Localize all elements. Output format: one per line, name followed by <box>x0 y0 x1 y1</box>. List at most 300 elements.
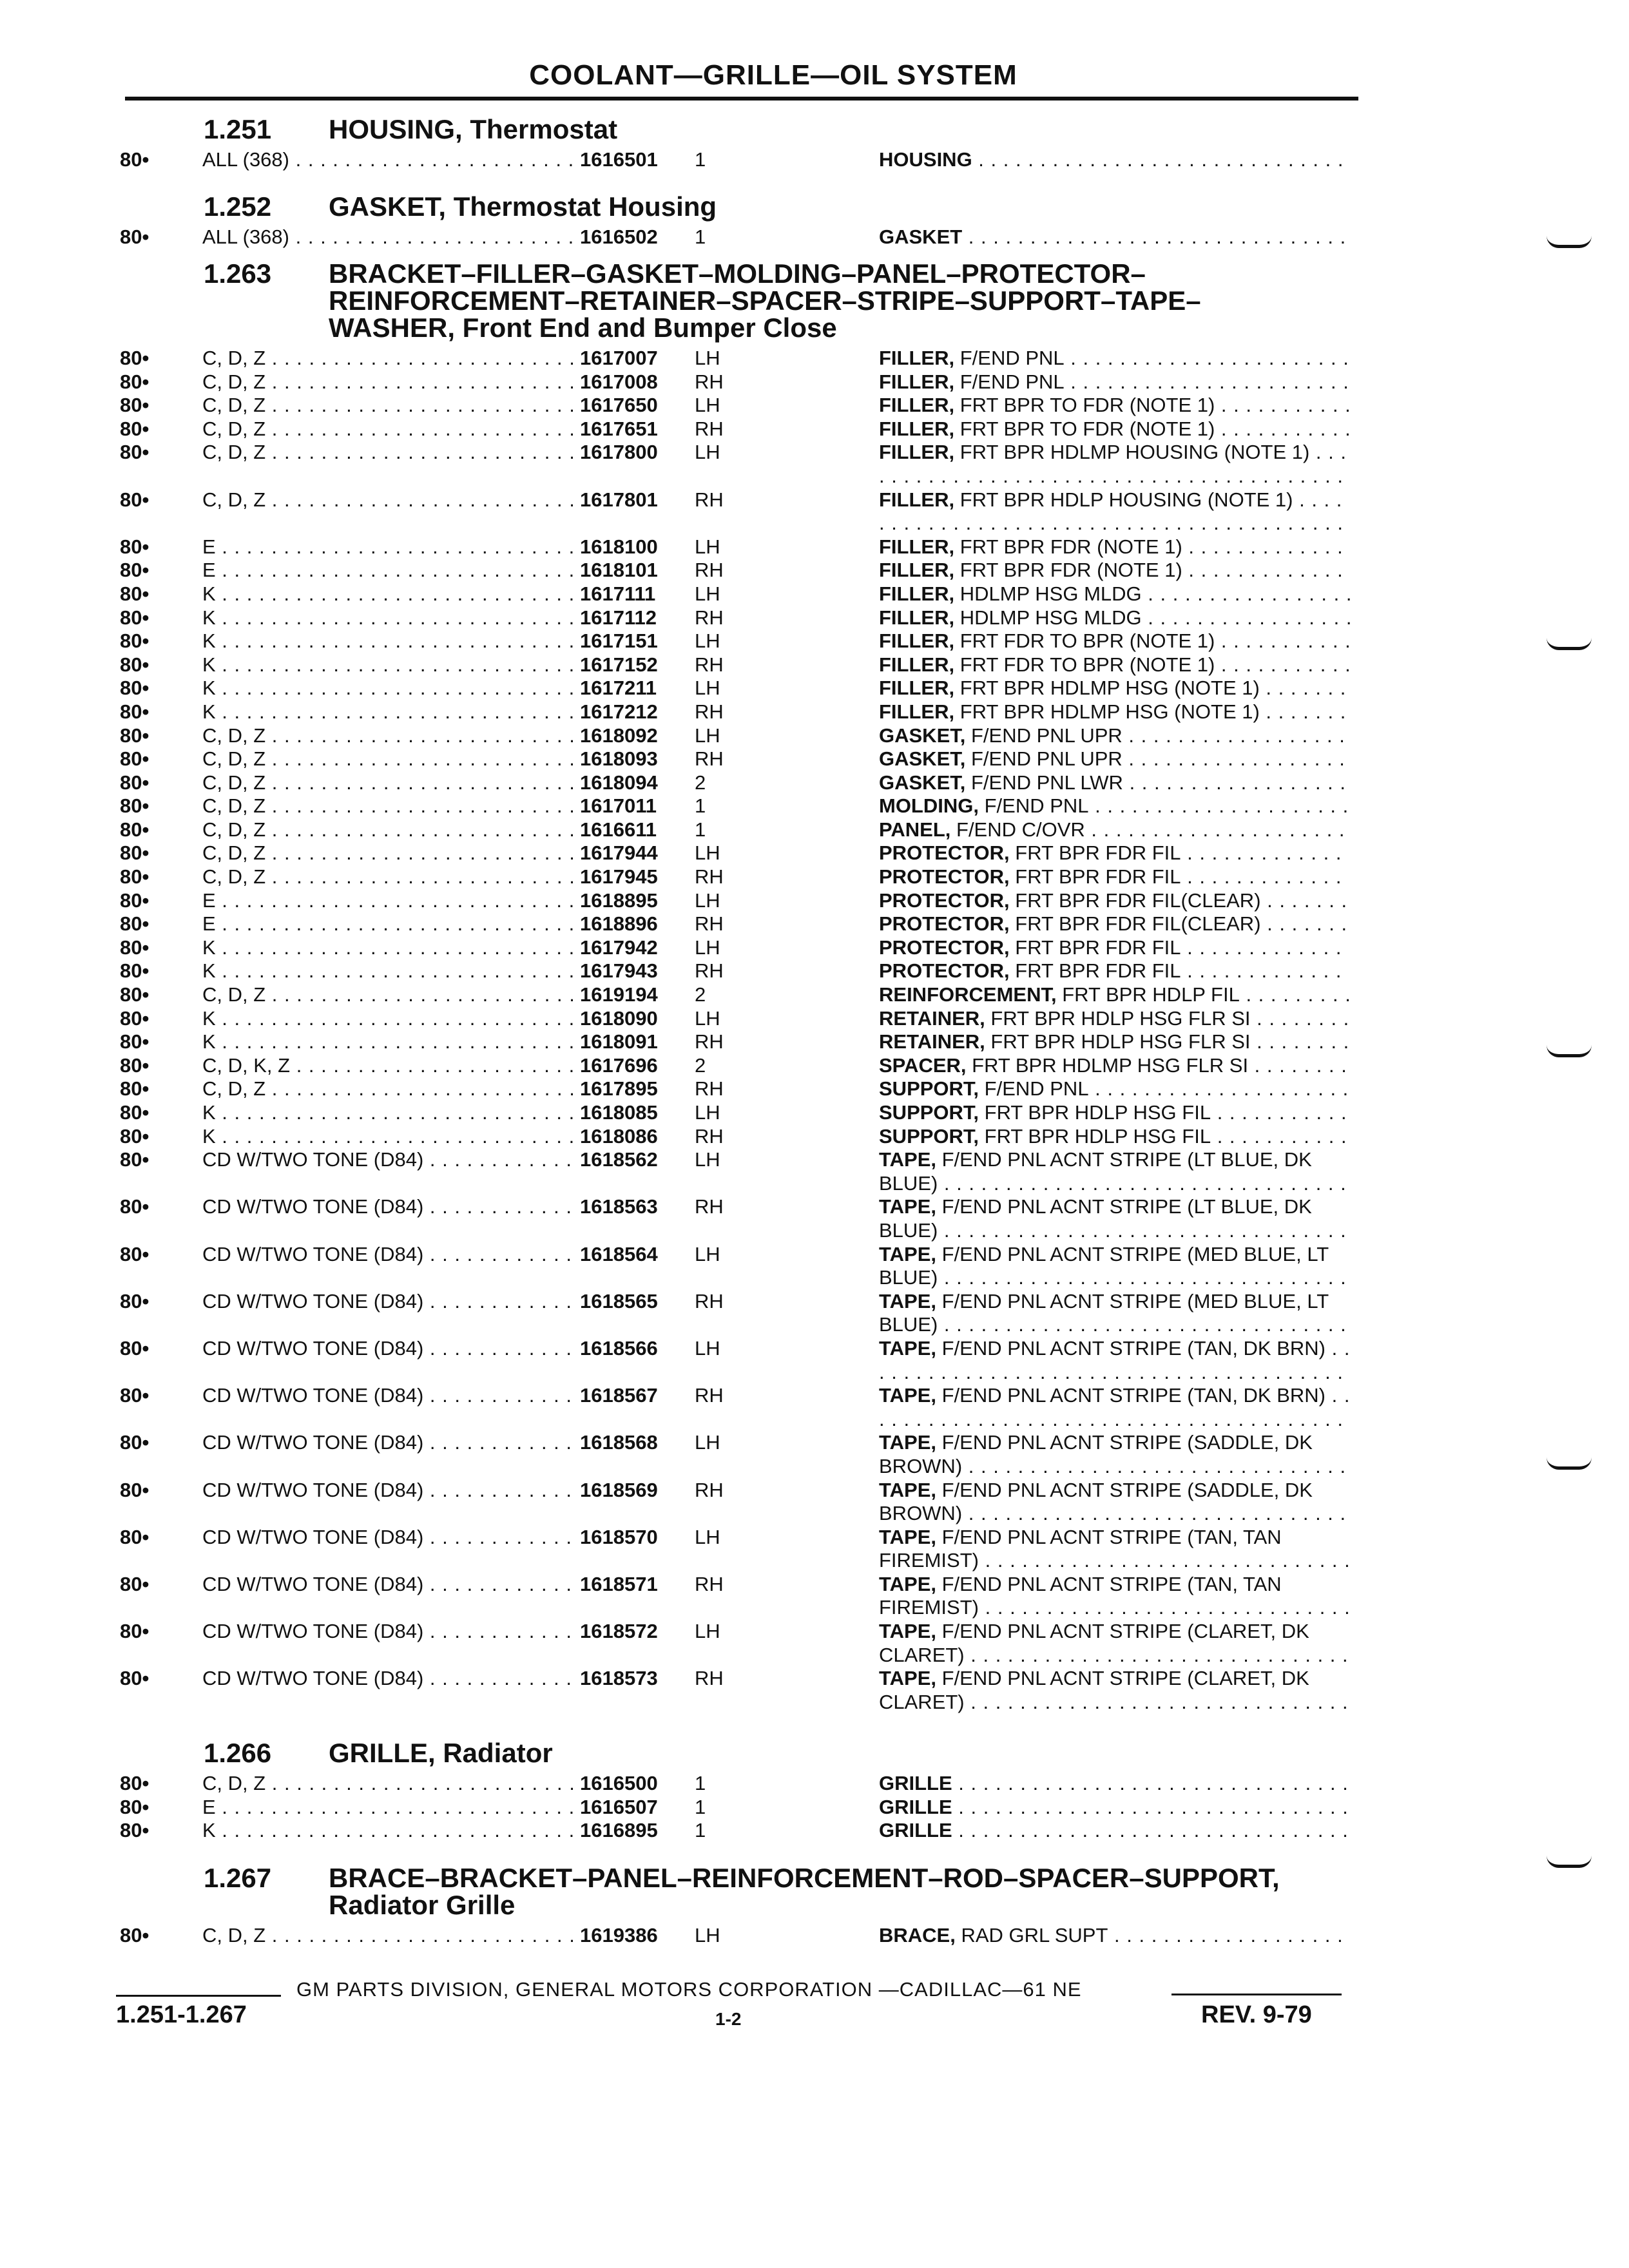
description <box>879 1054 1353 1078</box>
description <box>879 1101 1353 1125</box>
description <box>879 148 1353 172</box>
section-number: 1.266 <box>204 1738 272 1768</box>
description-detail: F/END PNL <box>954 347 1065 369</box>
description-noun: TAPE, <box>879 1148 936 1171</box>
description-text <box>879 226 1353 249</box>
model-year: 80• <box>120 936 149 959</box>
binding-mark <box>1547 1045 1592 1057</box>
description-text <box>879 889 1353 913</box>
model-year: 80• <box>120 1336 149 1360</box>
model-code: K . . . <box>202 1125 657 1148</box>
description-noun: FILLER, <box>879 559 955 582</box>
description <box>879 1573 1353 1620</box>
section-heading <box>116 193 1366 220</box>
model-year: 80• <box>120 559 149 582</box>
model-year: 80• <box>120 794 149 818</box>
part-row <box>116 629 1366 653</box>
model-code: C, D, Z . . . <box>202 441 657 464</box>
description <box>879 771 1353 795</box>
description <box>879 1290 1353 1337</box>
section-title: HOUSING, Thermostat <box>329 114 618 144</box>
quantity: LH <box>695 1006 720 1030</box>
description-text <box>879 653 1353 677</box>
quantity: RH <box>695 1667 724 1690</box>
model-year: 80• <box>120 865 149 889</box>
description <box>879 794 1353 818</box>
description-text <box>879 747 1353 771</box>
part-number: 1618101 <box>575 559 658 582</box>
model-code: K . . . <box>202 653 657 677</box>
model-year: 80• <box>120 582 149 605</box>
part-row <box>116 1125 1366 1149</box>
description-text <box>879 441 1353 488</box>
part-row <box>116 1030 1366 1054</box>
model-code: C, D, Z . . . <box>202 818 657 841</box>
part-row <box>116 1337 1366 1384</box>
footer-section-range: 1.251-1.267 <box>116 2001 247 2028</box>
part-number: 1618563 <box>575 1195 658 1218</box>
description-noun: PANEL, <box>879 818 951 841</box>
description-noun: FILLER, <box>879 700 955 723</box>
description <box>879 370 1353 394</box>
quantity: RH <box>695 1077 724 1100</box>
description-noun: FILLER, <box>879 582 955 605</box>
part-number: 1616500 <box>575 1772 658 1795</box>
model-code: K . . . <box>202 606 657 629</box>
description-text <box>879 347 1353 370</box>
description <box>879 1125 1353 1149</box>
description-noun: PROTECTOR, <box>879 865 1010 889</box>
quantity: RH <box>695 1124 724 1148</box>
section-heading <box>116 1865 1366 1919</box>
description-detail: F/END PNL <box>979 794 1089 818</box>
model-code: K . . . <box>202 1101 657 1124</box>
description-noun: PROTECTOR, <box>879 889 1010 912</box>
model-year: 80• <box>120 1525 149 1548</box>
description-detail: F/END PNL ACNT STRIPE (MED BLUE, LT BLUE) <box>879 1242 1329 1289</box>
description-noun: GASKET, <box>879 724 966 747</box>
part-row <box>116 347 1366 370</box>
description-text <box>879 1125 1353 1149</box>
part-number: 1617800 <box>575 441 658 464</box>
description-noun: FILLER, <box>879 677 955 700</box>
part-number: 1617151 <box>575 629 658 653</box>
part-row <box>116 148 1366 172</box>
description-text <box>879 582 1353 606</box>
part-row <box>116 747 1366 771</box>
description-text <box>879 794 1353 818</box>
part-row <box>116 724 1366 748</box>
model-year: 80• <box>120 226 149 248</box>
model-code: K . . . <box>202 936 657 959</box>
quantity: RH <box>695 1195 724 1218</box>
description-detail: FRT FDR TO BPR (NOTE 1) <box>954 629 1215 653</box>
model-code: C, D, Z . . . <box>202 1924 657 1947</box>
part-row <box>116 841 1366 865</box>
model-code: E . . . <box>202 535 657 559</box>
section-title: BRACKET–FILLER–GASKET–MOLDING–PANEL–PROTECTOR– REINFORCEMENT–RETAINER–SPACER–STRIPE–SUPPORT–TAPE– WASHER, Front End and Bumper Close <box>329 258 1201 343</box>
part-row <box>116 226 1366 249</box>
description-noun: FILLER, <box>879 606 955 629</box>
description-noun: RETAINER, <box>879 1006 985 1030</box>
part-number: 1617651 <box>575 418 658 441</box>
description-detail: FRT BPR FDR FIL <box>1009 959 1181 983</box>
footer-rule-left <box>116 1995 281 1997</box>
model-year: 80• <box>120 771 149 794</box>
description-detail: F/END PNL <box>954 370 1065 393</box>
footer-page-number: 1-2 <box>715 2009 742 2029</box>
description-text <box>879 983 1353 1007</box>
model-code: CD W/TWO TONE (D84) . . . <box>202 1148 657 1171</box>
part-row <box>116 535 1366 559</box>
description-detail: FRT BPR FDR FIL(CLEAR) <box>1009 889 1261 912</box>
description-detail: FRT BPR HDLP HSG FIL <box>979 1101 1211 1124</box>
part-row <box>116 1077 1366 1101</box>
description-noun: BRACE, <box>879 1924 956 1946</box>
description <box>879 1667 1353 1714</box>
part-row <box>116 936 1366 960</box>
quantity: RH <box>695 559 724 582</box>
description <box>879 1479 1353 1526</box>
description-detail: F/END PNL ACNT STRIPE (SADDLE, DK BROWN) <box>879 1478 1313 1525</box>
quantity: RH <box>695 417 724 440</box>
description <box>879 1243 1353 1290</box>
part-row <box>116 1148 1366 1195</box>
description-detail: F/END PNL ACNT STRIPE (CLARET, DK CLARET) <box>879 1620 1309 1666</box>
part-number: 1618568 <box>575 1431 658 1454</box>
model-year: 80• <box>120 535 149 558</box>
part-number: 1618895 <box>575 889 658 912</box>
model-code: ALL (368) . . . <box>202 148 657 171</box>
description-noun: GASKET, <box>879 771 966 794</box>
part-number: 1618092 <box>575 724 658 747</box>
part-row <box>116 1054 1366 1078</box>
description-detail: FRT BPR FDR (NOTE 1) <box>954 535 1182 558</box>
description <box>879 1431 1353 1478</box>
quantity: 2 <box>695 983 706 1006</box>
model-code: E . . . <box>202 889 657 912</box>
quantity: LH <box>695 441 720 464</box>
description <box>879 959 1353 983</box>
description-detail: FRT BPR HDLMP HSG FLR SI <box>966 1053 1249 1077</box>
description <box>879 1195 1353 1242</box>
part-row <box>116 1620 1366 1667</box>
model-year: 80• <box>120 488 149 511</box>
model-year: 80• <box>120 1289 149 1312</box>
section-number: 1.263 <box>204 258 272 289</box>
section-title: GASKET, Thermostat Housing <box>329 191 717 222</box>
description <box>879 747 1353 771</box>
description-noun: GRILLE <box>879 1772 952 1794</box>
part-row <box>116 1007 1366 1031</box>
footer-rule-right <box>1171 1994 1342 1995</box>
part-number: 1617944 <box>575 841 658 865</box>
quantity: 2 <box>695 771 706 794</box>
model-code: E . . . <box>202 1796 657 1819</box>
description-text <box>879 1054 1353 1078</box>
description <box>879 535 1353 559</box>
description-text <box>879 912 1353 936</box>
part-row <box>116 418 1366 441</box>
description <box>879 1384 1353 1431</box>
model-year: 80• <box>120 1195 149 1218</box>
description-noun: GASKET <box>879 226 963 248</box>
description-detail: FRT BPR HDLMP HSG (NOTE 1) <box>954 677 1260 700</box>
description-text <box>879 865 1353 889</box>
part-number: 1618090 <box>575 1007 658 1030</box>
part-number: 1617945 <box>575 865 658 889</box>
part-number: 1617008 <box>575 370 658 394</box>
header-rule <box>125 97 1358 101</box>
model-year: 80• <box>120 959 149 983</box>
model-code: CD W/TWO TONE (D84) . . . <box>202 1337 657 1360</box>
part-number: 1617895 <box>575 1077 658 1100</box>
model-code: K . . . <box>202 700 657 724</box>
description-noun: TAPE, <box>879 1242 936 1265</box>
quantity: LH <box>695 677 720 700</box>
part-number: 1618085 <box>575 1101 658 1124</box>
description-detail: FRT FDR TO BPR (NOTE 1) <box>954 653 1215 676</box>
section-1-251 <box>116 116 1366 172</box>
description-noun: TAPE, <box>879 1289 936 1312</box>
description-noun: SUPPORT, <box>879 1124 979 1148</box>
description-detail: F/END PNL ACNT STRIPE (TAN, TAN FIREMIST) <box>879 1572 1282 1619</box>
part-row <box>116 865 1366 889</box>
description <box>879 912 1353 936</box>
model-code: C, D, Z . . . <box>202 865 657 889</box>
description-text <box>879 394 1353 418</box>
description-text <box>879 936 1353 960</box>
section-number: 1.251 <box>204 114 272 144</box>
quantity: 1 <box>695 818 706 841</box>
description-text <box>879 841 1353 865</box>
model-year: 80• <box>120 1030 149 1053</box>
binding-mark <box>1547 236 1592 248</box>
description-noun: HOUSING <box>879 148 972 171</box>
description-detail: HDLMP HSG MLDG <box>954 606 1142 629</box>
description-text <box>879 1924 1353 1948</box>
quantity: 1 <box>695 1772 706 1794</box>
description-text <box>879 724 1353 748</box>
description-text <box>879 1101 1353 1125</box>
part-row <box>116 559 1366 582</box>
description <box>879 582 1353 606</box>
description-noun: GASKET, <box>879 747 966 771</box>
model-year: 80• <box>120 818 149 841</box>
part-row <box>116 1101 1366 1125</box>
description-text <box>879 1819 1353 1843</box>
description-text <box>879 370 1353 394</box>
model-code: C, D, Z . . . <box>202 1077 657 1100</box>
part-number: 1619194 <box>575 983 658 1006</box>
model-year: 80• <box>120 1077 149 1100</box>
part-row <box>116 983 1366 1007</box>
description <box>879 841 1353 865</box>
model-year: 80• <box>120 912 149 936</box>
model-year: 80• <box>120 441 149 464</box>
description-detail: FRT BPR HDLP FIL <box>1056 983 1240 1006</box>
model-year: 80• <box>120 417 149 440</box>
description-text <box>879 1077 1353 1101</box>
part-number: 1618570 <box>575 1526 658 1549</box>
part-row <box>116 818 1366 842</box>
footer-publisher: GM PARTS DIVISION, GENERAL MOTORS CORPORATION —CADILLAC—61 NE <box>296 1978 1082 2001</box>
model-code: C, D, Z . . . <box>202 418 657 441</box>
model-year: 80• <box>120 1124 149 1148</box>
part-row <box>116 1796 1366 1820</box>
part-number: 1618093 <box>575 747 658 771</box>
model-code: C, D, Z . . . <box>202 983 657 1006</box>
description <box>879 1924 1353 1948</box>
model-year: 80• <box>120 1620 149 1643</box>
part-row <box>116 1772 1366 1796</box>
description-text <box>879 1620 1353 1667</box>
part-number: 1619386 <box>575 1924 658 1947</box>
part-number: 1617011 <box>575 794 657 818</box>
description-detail: F/END PNL ACNT STRIPE (MED BLUE, LT BLUE) <box>879 1289 1329 1336</box>
model-code: E . . . <box>202 912 657 936</box>
part-number: 1618569 <box>575 1479 658 1502</box>
binding-mark <box>1547 1457 1592 1470</box>
model-year: 80• <box>120 347 149 369</box>
quantity: RH <box>695 488 724 511</box>
model-code: C, D, Z . . . <box>202 771 657 794</box>
part-number: 1617211 <box>575 677 657 700</box>
description <box>879 865 1353 889</box>
description-noun: FILLER, <box>879 394 955 417</box>
page-title: COOLANT—GRILLE—OIL SYSTEM <box>529 59 1017 91</box>
description-text <box>879 488 1353 535</box>
section-1-263 <box>116 260 1366 1714</box>
description-noun: SUPPORT, <box>879 1101 979 1124</box>
model-year: 80• <box>120 1924 149 1946</box>
model-year: 80• <box>120 677 149 700</box>
quantity: LH <box>695 629 720 653</box>
quantity: RH <box>695 865 724 889</box>
description-text <box>879 1337 1353 1384</box>
model-year: 80• <box>120 1384 149 1407</box>
model-year: 80• <box>120 394 149 417</box>
description-text <box>879 418 1353 441</box>
part-number: 1617943 <box>575 959 658 983</box>
description-detail: FRT BPR FDR FIL <box>1009 865 1181 889</box>
description <box>879 1526 1353 1573</box>
description <box>879 1007 1353 1031</box>
model-year: 80• <box>120 1431 149 1454</box>
description <box>879 983 1353 1007</box>
model-year: 80• <box>120 1819 149 1842</box>
model-year: 80• <box>120 1006 149 1030</box>
quantity: RH <box>695 1478 724 1501</box>
description-text <box>879 1431 1353 1478</box>
section-number: 1.252 <box>204 191 272 222</box>
quantity: 1 <box>695 148 706 171</box>
description-noun: PROTECTOR, <box>879 936 1010 959</box>
part-number: 1618573 <box>575 1667 658 1690</box>
description-detail: F/END PNL ACNT STRIPE (LT BLUE, DK BLUE) <box>879 1195 1312 1242</box>
part-row <box>116 700 1366 724</box>
footer-revision: REV. 9-79 <box>1201 2001 1312 2028</box>
part-number: 1616501 <box>575 148 658 171</box>
model-year: 80• <box>120 1101 149 1124</box>
description-detail: F/END PNL ACNT STRIPE (CLARET, DK CLARET) <box>879 1667 1309 1713</box>
part-row <box>116 794 1366 818</box>
description <box>879 226 1353 249</box>
description-noun: TAPE, <box>879 1620 936 1643</box>
part-row <box>116 1290 1366 1337</box>
model-code: CD W/TWO TONE (D84) . . . <box>202 1479 657 1502</box>
model-code: CD W/TWO TONE (D84) . . . <box>202 1573 657 1596</box>
description <box>879 1077 1353 1101</box>
description-detail: RAD GRL SUPT <box>955 1924 1108 1946</box>
model-code: C, D, Z . . . <box>202 794 657 818</box>
description-noun: FILLER, <box>879 441 955 464</box>
description-noun: FILLER, <box>879 629 955 653</box>
description <box>879 1337 1353 1384</box>
description <box>879 1796 1353 1820</box>
model-code: K . . . <box>202 629 657 653</box>
part-number: 1617152 <box>575 653 658 677</box>
description-detail: FRT BPR HDLP HOUSING (NOTE 1) <box>954 488 1293 511</box>
description-text <box>879 535 1353 559</box>
description-noun: TAPE, <box>879 1525 936 1548</box>
part-row <box>116 394 1366 418</box>
description <box>879 418 1353 441</box>
description-text <box>879 148 1353 172</box>
part-row <box>116 1526 1366 1573</box>
section-number: 1.267 <box>204 1863 272 1893</box>
description <box>879 347 1353 370</box>
part-number: 1616507 <box>575 1796 658 1819</box>
description-noun: TAPE, <box>879 1195 936 1218</box>
description-text <box>879 959 1353 983</box>
description-detail: F/END PNL <box>979 1077 1089 1100</box>
part-number: 1618572 <box>575 1620 658 1643</box>
model-year: 80• <box>120 1667 149 1690</box>
model-year: 80• <box>120 148 149 171</box>
description <box>879 936 1353 960</box>
part-number: 1616611 <box>575 818 657 841</box>
description-noun: TAPE, <box>879 1336 936 1360</box>
model-code: E . . . <box>202 559 657 582</box>
part-number: 1618094 <box>575 771 658 794</box>
description-text <box>879 559 1353 582</box>
section-title: GRILLE, Radiator <box>329 1738 553 1768</box>
description-detail: FRT BPR TO FDR (NOTE 1) <box>954 394 1215 417</box>
quantity: LH <box>695 535 720 558</box>
description-detail: FRT BPR TO FDR (NOTE 1) <box>954 417 1215 440</box>
quantity: LH <box>695 1101 720 1124</box>
model-code: K . . . <box>202 1007 657 1030</box>
part-number: 1617112 <box>575 606 657 629</box>
description <box>879 1148 1353 1195</box>
description-noun: FILLER, <box>879 488 955 511</box>
description <box>879 653 1353 677</box>
part-row <box>116 912 1366 936</box>
model-year: 80• <box>120 1795 149 1818</box>
model-year: 80• <box>120 1242 149 1265</box>
binding-mark <box>1547 638 1592 650</box>
description-detail: FRT BPR FDR FIL <box>1009 936 1181 959</box>
description-noun: PROTECTOR, <box>879 959 1010 983</box>
description-noun: FILLER, <box>879 347 955 369</box>
quantity: RH <box>695 912 724 936</box>
section-title: BRACE–BRACKET–PANEL–REINFORCEMENT–ROD–SPACER–SUPPORT, Radiator Grille <box>329 1863 1280 1920</box>
quantity: LH <box>695 1336 720 1360</box>
part-row <box>116 1819 1366 1843</box>
model-year: 80• <box>120 370 149 393</box>
quantity: LH <box>695 582 720 605</box>
